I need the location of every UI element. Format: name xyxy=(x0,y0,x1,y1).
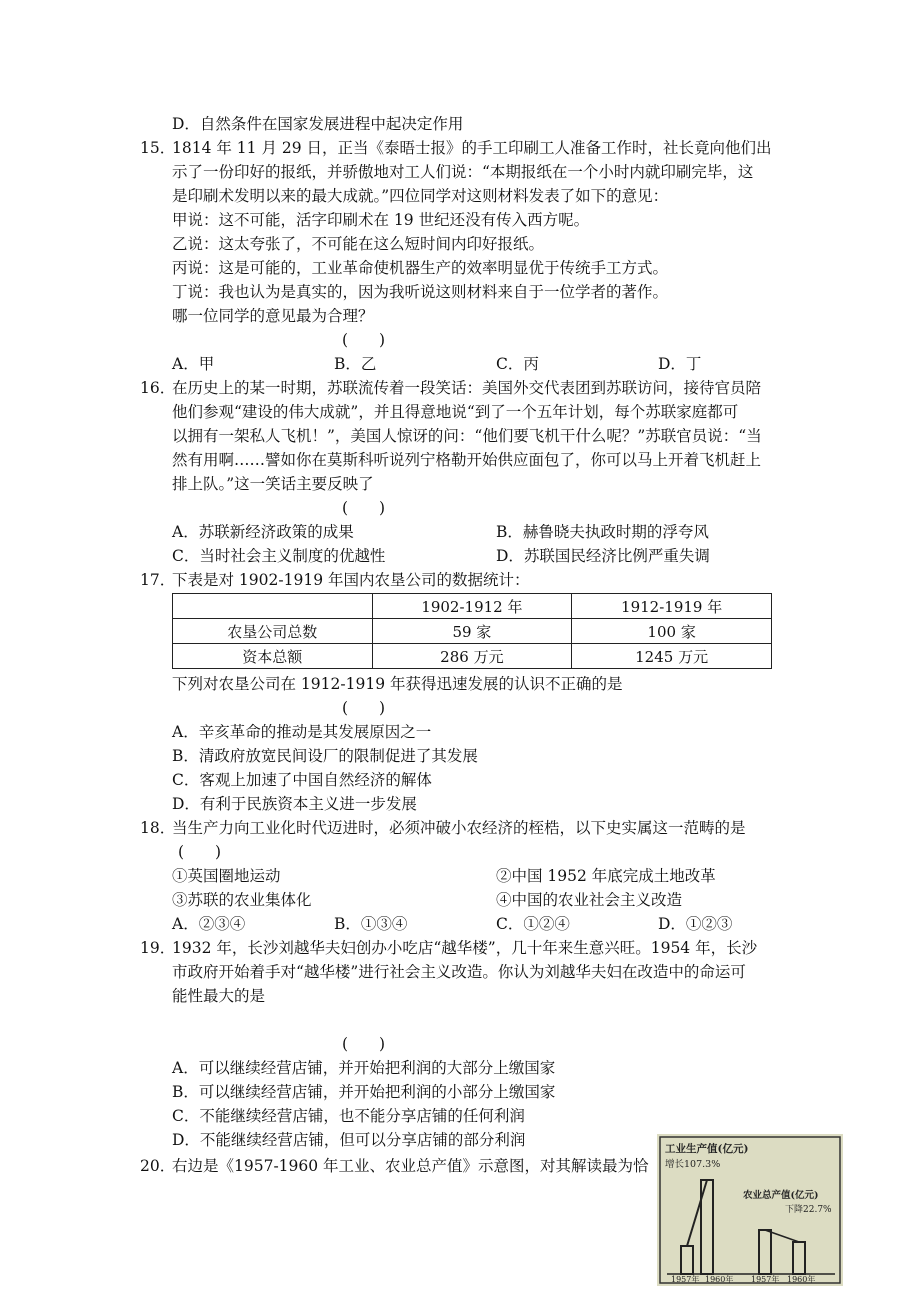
q19-number: 19． xyxy=(140,939,176,957)
q15-option-a[interactable]: A．甲 xyxy=(172,355,215,373)
q17-number: 17． xyxy=(140,571,176,589)
q15-number: 15． xyxy=(140,139,176,157)
table-cell: 286 万元 xyxy=(372,644,572,669)
q18-line-1: 当生产力向工业化时代迈进时，必须冲破小农经济的桎梏，以下史实属这一范畴的是 xyxy=(172,819,746,837)
year-label: 1957年 xyxy=(671,1275,700,1284)
q16-line-5: 排上队。”这一笑话主要反映了 xyxy=(172,475,374,493)
q18-number: 18． xyxy=(140,819,176,837)
q18-item-2: ②中国 1952 年底完成土地改革 xyxy=(496,867,716,885)
q15-option-b[interactable]: B．乙 xyxy=(334,355,377,373)
q16-answer-blank[interactable]: ( ) xyxy=(342,499,386,517)
q19-option-d[interactable]: D．不能继续经营店铺，但可以分享店铺的部分利润 xyxy=(172,1131,526,1149)
agri-axis-label: 农业总产值(亿元) xyxy=(743,1190,819,1201)
q16-option-d[interactable]: D．苏联国民经济比例严重失调 xyxy=(496,547,710,565)
q19-answer-blank[interactable]: ( ) xyxy=(342,1035,386,1053)
q18-item-4: ④中国的农业社会主义改造 xyxy=(496,891,683,909)
table-row xyxy=(173,644,772,669)
q18-item-1: ①英国圈地运动 xyxy=(172,867,281,885)
q20-number: 20． xyxy=(140,1157,176,1175)
q15-line-7: 丁说：我也认为是真实的，因为我听说这则材料来自于一位学者的著作。 xyxy=(172,283,669,301)
q16-line-3: 以拥有一架私人飞机！”，美国人惊讶的问：“他们要飞机干什么呢？”苏联官员说：“当 xyxy=(172,427,762,445)
table-cell: 100 家 xyxy=(572,619,772,644)
q15-line-3: 是印刷术发明以来的最大成就。”四位同学对这则材料发表了如下的意见： xyxy=(172,187,669,205)
q16-option-b[interactable]: B．赫鲁晓夫执政时期的浮夸风 xyxy=(496,523,709,541)
q18-option-a[interactable]: A．②③④ xyxy=(172,915,246,933)
q17-option-a[interactable]: A．辛亥革命的推动是其发展原因之一 xyxy=(172,723,432,741)
q15-line-8: 哪一位同学的意见最为合理？ xyxy=(172,307,374,325)
q16-line-1: 在历史上的某一时期，苏联流传着一段笑话：美国外交代表团到苏联访问，接待官员陪 xyxy=(172,379,762,397)
q15-line-1: 1814 年 11 月 29 日，正当《泰晤士报》的手工印刷工人准备工作时，社长竟向他们出 xyxy=(172,139,772,157)
q16-number: 16． xyxy=(140,379,176,397)
q18-item-3: ③苏联的农业集体化 xyxy=(172,891,312,909)
q15-line-6: 丙说：这是可能的，工业革命使机器生产的效率明显优于传统手工方式。 xyxy=(172,259,669,277)
table-header-cell xyxy=(173,594,373,619)
table-header-cell: 1902-1912 年 xyxy=(372,594,572,619)
table-header-cell: 1912-1919 年 xyxy=(572,594,772,619)
q19-line-2: 市政府开始着手对“越华楼”进行社会主义改造。你认为刘越华夫妇在改造中的命运可 xyxy=(172,963,746,981)
year-label: 1960年 xyxy=(787,1275,816,1284)
table-cell: 资本总额 xyxy=(173,644,373,669)
q17-data-table xyxy=(172,593,772,669)
industry-bar-1957 xyxy=(681,1246,693,1274)
table-header-row xyxy=(173,594,772,619)
q16-option-c[interactable]: C．当时社会主义制度的优越性 xyxy=(172,547,386,565)
q17-answer-blank[interactable]: ( ) xyxy=(342,699,386,717)
agri-change-label: 下降22.7% xyxy=(785,1205,832,1215)
table-row xyxy=(173,619,772,644)
q16-line-4: 然有用啊……譬如你在莫斯科听说列宁格勒开始供应面包了，你可以马上开着飞机赶上 xyxy=(172,451,762,469)
q15-option-c[interactable]: C．丙 xyxy=(496,355,539,373)
q17-option-c[interactable]: C．客观上加速了中国自然经济的解体 xyxy=(172,771,432,789)
q19-option-a[interactable]: A．可以继续经营店铺，并开始把利润的大部分上缴国家 xyxy=(172,1059,556,1077)
q14-option-d: D．自然条件在国家发展进程中起决定作用 xyxy=(172,115,464,133)
q20-production-figure xyxy=(657,1134,843,1286)
q16-line-2: 他们参观“建设的伟大成就”，并且得意地说“到了一个五年计划，每个苏联家庭都可 xyxy=(172,403,739,421)
q19-line-1: 1932 年，长沙刘越华夫妇创办小吃店“越华楼”，几十年来生意兴旺。1954 年，长沙 xyxy=(172,939,758,957)
agri-bar-1960 xyxy=(793,1242,805,1274)
q15-line-2: 示了一份印好的报纸，并骄傲地对工人们说：“本期报纸在一个小时内就印刷完毕，这 xyxy=(172,163,754,181)
industry-axis-label: 工业生产值(亿元) xyxy=(665,1143,749,1155)
q18-answer-blank[interactable]: ( ) xyxy=(178,843,222,861)
q17-intro: 下表是对 1902-1919 年国内农垦公司的数据统计： xyxy=(172,571,530,589)
year-label: 1957年 xyxy=(751,1275,780,1284)
q16-option-a[interactable]: A．苏联新经济政策的成果 xyxy=(172,523,354,541)
industry-change-label: 增长107.3% xyxy=(665,1159,721,1170)
q19-option-c[interactable]: C．不能继续经营店铺，也不能分享店铺的任何利润 xyxy=(172,1107,525,1125)
table-cell: 1245 万元 xyxy=(572,644,772,669)
table-cell: 农垦公司总数 xyxy=(173,619,373,644)
q20-line-1: 右边是《1957-1960 年工业、农业总产值》示意图，对其解读最为恰 xyxy=(172,1157,649,1175)
q18-option-b[interactable]: B．①③④ xyxy=(334,915,408,933)
industry-growth-line xyxy=(687,1180,707,1246)
table-cell: 59 家 xyxy=(372,619,572,644)
q17-option-d[interactable]: D．有利于民族资本主义进一步发展 xyxy=(172,795,417,813)
q17-option-b[interactable]: B．清政府放宽民间设厂的限制促进了其发展 xyxy=(172,747,478,765)
q17-question: 下列对农垦公司在 1912-1919 年获得迅速发展的认识不正确的是 xyxy=(172,675,623,693)
year-label: 1960年 xyxy=(705,1275,734,1284)
q15-line-4: 甲说：这不可能，活字印刷术在 19 世纪还没有传入西方呢。 xyxy=(172,211,590,229)
q15-answer-blank[interactable]: ( ) xyxy=(342,331,386,349)
q15-option-d[interactable]: D．丁 xyxy=(658,355,702,373)
q18-option-c[interactable]: C．①②④ xyxy=(496,915,570,933)
q15-line-5: 乙说：这太夸张了，不可能在这么短时间内印好报纸。 xyxy=(172,235,545,253)
q19-line-3: 能性最大的是 xyxy=(172,987,266,1005)
q19-option-b[interactable]: B．可以继续经营店铺，并开始把利润的小部分上缴国家 xyxy=(172,1083,556,1101)
q18-option-d[interactable]: D．①②③ xyxy=(658,915,733,933)
agri-bar-1957 xyxy=(759,1230,771,1274)
